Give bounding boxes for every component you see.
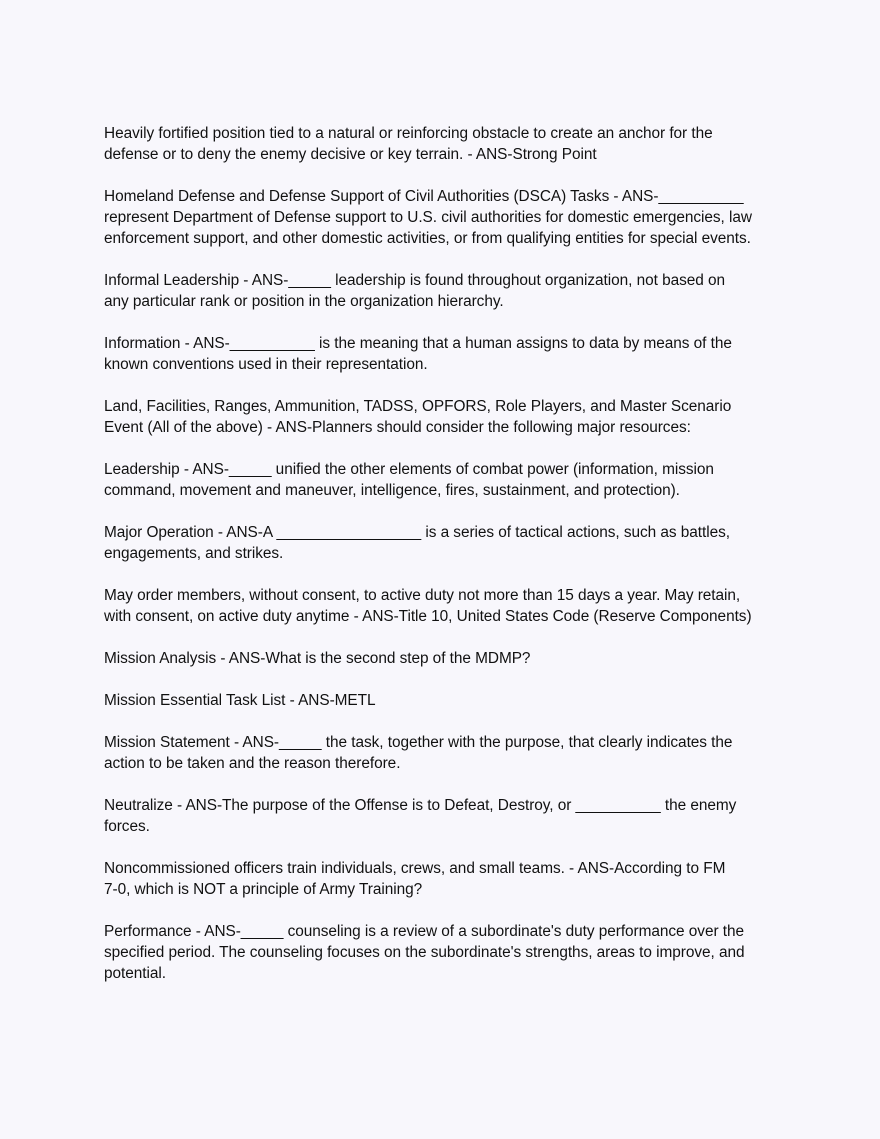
entry-mission-analysis: Mission Analysis - ANS-What is the second step of the MDMP? bbox=[104, 650, 531, 667]
entry-title-10: May order members, without consent, to active duty not more than 15 days a year. May retain, with consent, on active duty anytime - ANS-Title 10, United States Code (Reserve Components) bbox=[104, 587, 752, 625]
entry-dsca-tasks: Homeland Defense and Defense Support of Civil Authorities (DSCA) Tasks - ANS-__________ represent Department of Defense support to U.S. civil authorities for domestic emergencies, law enforcement support, and other domestic activities, or from qualifying entities for special events. bbox=[104, 188, 752, 247]
entry-mission-statement: Mission Statement - ANS-_____ the task, together with the purpose, that clearly indicates the action to be taken and the reason therefore. bbox=[104, 734, 733, 772]
entry-major-operation: Major Operation - ANS-A _________________ is a series of tactical actions, such as battles, engagements, and strikes. bbox=[104, 524, 730, 562]
entry-army-training-principle: Noncommissioned officers train individuals, crews, and small teams. - ANS-According to FM 7-0, which is NOT a principle of Army Training? bbox=[104, 860, 726, 898]
entry-information: Information - ANS-__________ is the meaning that a human assigns to data by means of the known conventions used in their representation. bbox=[104, 335, 732, 373]
entry-major-resources: Land, Facilities, Ranges, Ammunition, TADSS, OPFORS, Role Players, and Master Scenario Event (All of the above) - ANS-Planners should consider the following major resources: bbox=[104, 398, 732, 436]
entry-informal-leadership: Informal Leadership - ANS-_____ leadership is found throughout organization, not based on any particular rank or position in the organization hierarchy. bbox=[104, 272, 725, 310]
entry-strong-point: Heavily fortified position tied to a natural or reinforcing obstacle to create an anchor for the defense or to deny the enemy decisive or key terrain. - ANS-Strong Point bbox=[104, 125, 713, 163]
entry-neutralize: Neutralize - ANS-The purpose of the Offense is to Defeat, Destroy, or __________ the enemy forces. bbox=[104, 797, 737, 835]
entry-leadership: Leadership - ANS-_____ unified the other elements of combat power (information, mission command, movement and maneuver, intelligence, fires, sustainment, and protection). bbox=[104, 461, 714, 499]
entry-metl: Mission Essential Task List - ANS-METL bbox=[104, 692, 376, 709]
entry-performance-counseling: Performance - ANS-_____ counseling is a review of a subordinate's duty performance over the specified period. The counseling focuses on the subordinate's strengths, areas to improve, and potential. bbox=[104, 923, 745, 982]
